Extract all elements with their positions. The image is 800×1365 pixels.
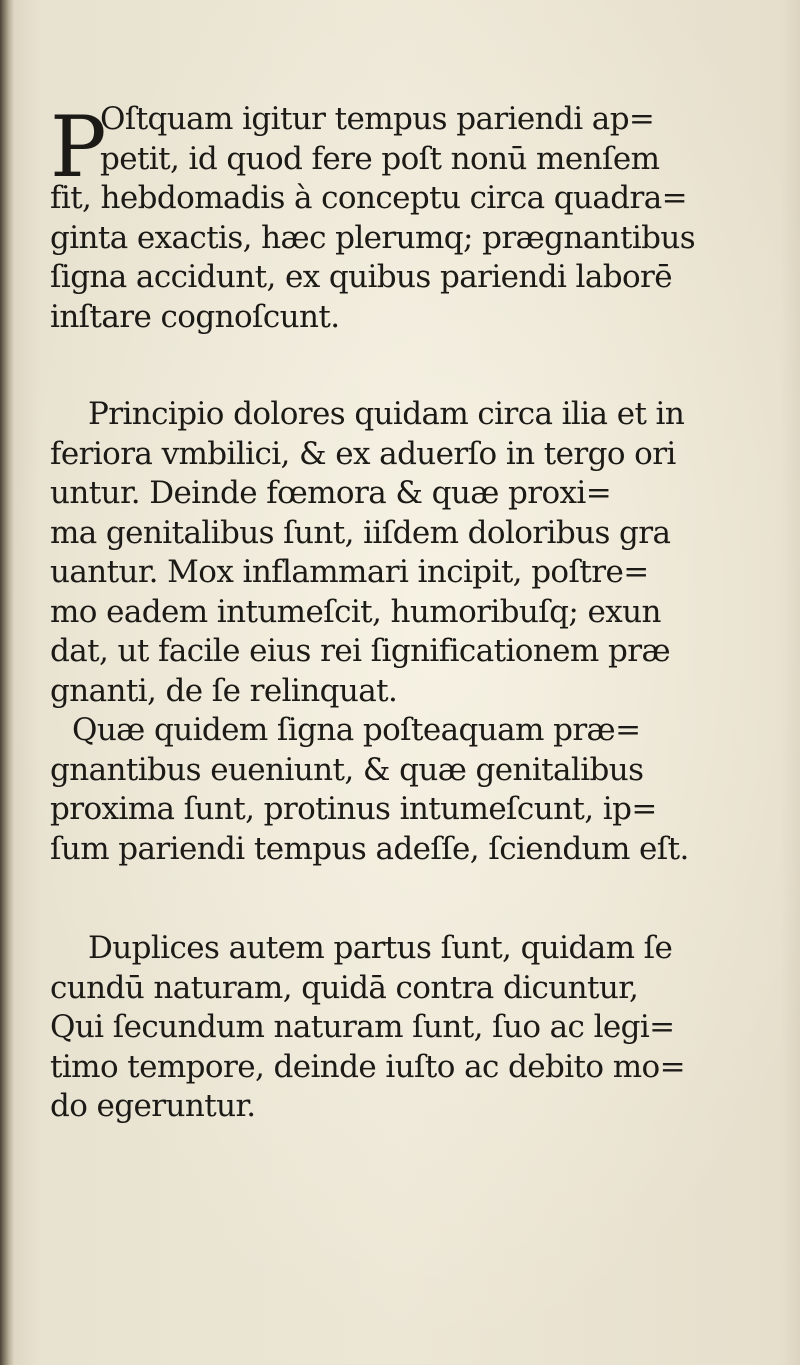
text-line: Oſtquam igitur tempus pariendi ap= [100, 101, 655, 137]
text-line: fit, hebdomadis à conceptu circa quadra= [50, 180, 687, 216]
paragraph-1 [50, 98, 696, 337]
paragraph-gap [50, 337, 670, 395]
text-line: untur. Deinde fœmora & quæ proxi= [50, 475, 612, 511]
text-line: ſum pariendi tempus adeſſe, ſciendum eſt. [50, 830, 689, 867]
text-line: petit, id quod fere poſt nonū menſem [100, 140, 660, 177]
text-line: inſtare cognoſcunt. [50, 298, 340, 335]
text-line: ſigna accidunt, ex quibus pariendi laborē [50, 259, 673, 295]
text-block [50, 98, 696, 1127]
text-line: dat, ut facile eius rei ſignificationem præ [50, 633, 670, 669]
text-line: Qui ſecundum naturam ſunt, ſuo ac legi= [50, 1009, 675, 1045]
text-line: gnantibus eueniunt, & quæ genitalibus [50, 751, 644, 788]
paragraph-gap [50, 869, 670, 929]
text-line: ma genitalibus ſunt, iiſdem doloribus gra [50, 514, 671, 551]
text-line: proxima ſunt, protinus intumeſcunt, ip= [50, 791, 657, 827]
page-gutter [0, 0, 14, 1365]
text-line: cundū naturam, quidā contra dicuntur, [50, 969, 639, 1006]
text-line: ginta exactis, hæc plerumq; prægnantibus [50, 219, 696, 256]
paragraph-3 [50, 711, 689, 869]
text-line: Principio dolores quidam circa ilia et in [88, 396, 685, 432]
text-line: do egeruntur. [50, 1088, 256, 1124]
text-line: timo tempore, deinde iuſto ac debito mo= [50, 1048, 685, 1085]
text-line: gnanti, de ſe relinquat. [50, 672, 398, 709]
text-line: mo eadem intumeſcit, humoribuſq; exun [50, 593, 661, 630]
drop-cap: P [50, 98, 106, 196]
text-line: uantur. Mox inflammari incipit, poſtre= [50, 554, 649, 590]
paragraph-2 [50, 395, 685, 711]
text-line: feriora vmbilici, & ex aduerſo in tergo ori [50, 435, 676, 472]
text-line: Quæ quidem ſigna poſteaquam præ= [72, 712, 641, 748]
paragraph-4 [50, 929, 685, 1127]
text-line: Duplices autem partus ſunt, quidam ſe [88, 930, 673, 966]
